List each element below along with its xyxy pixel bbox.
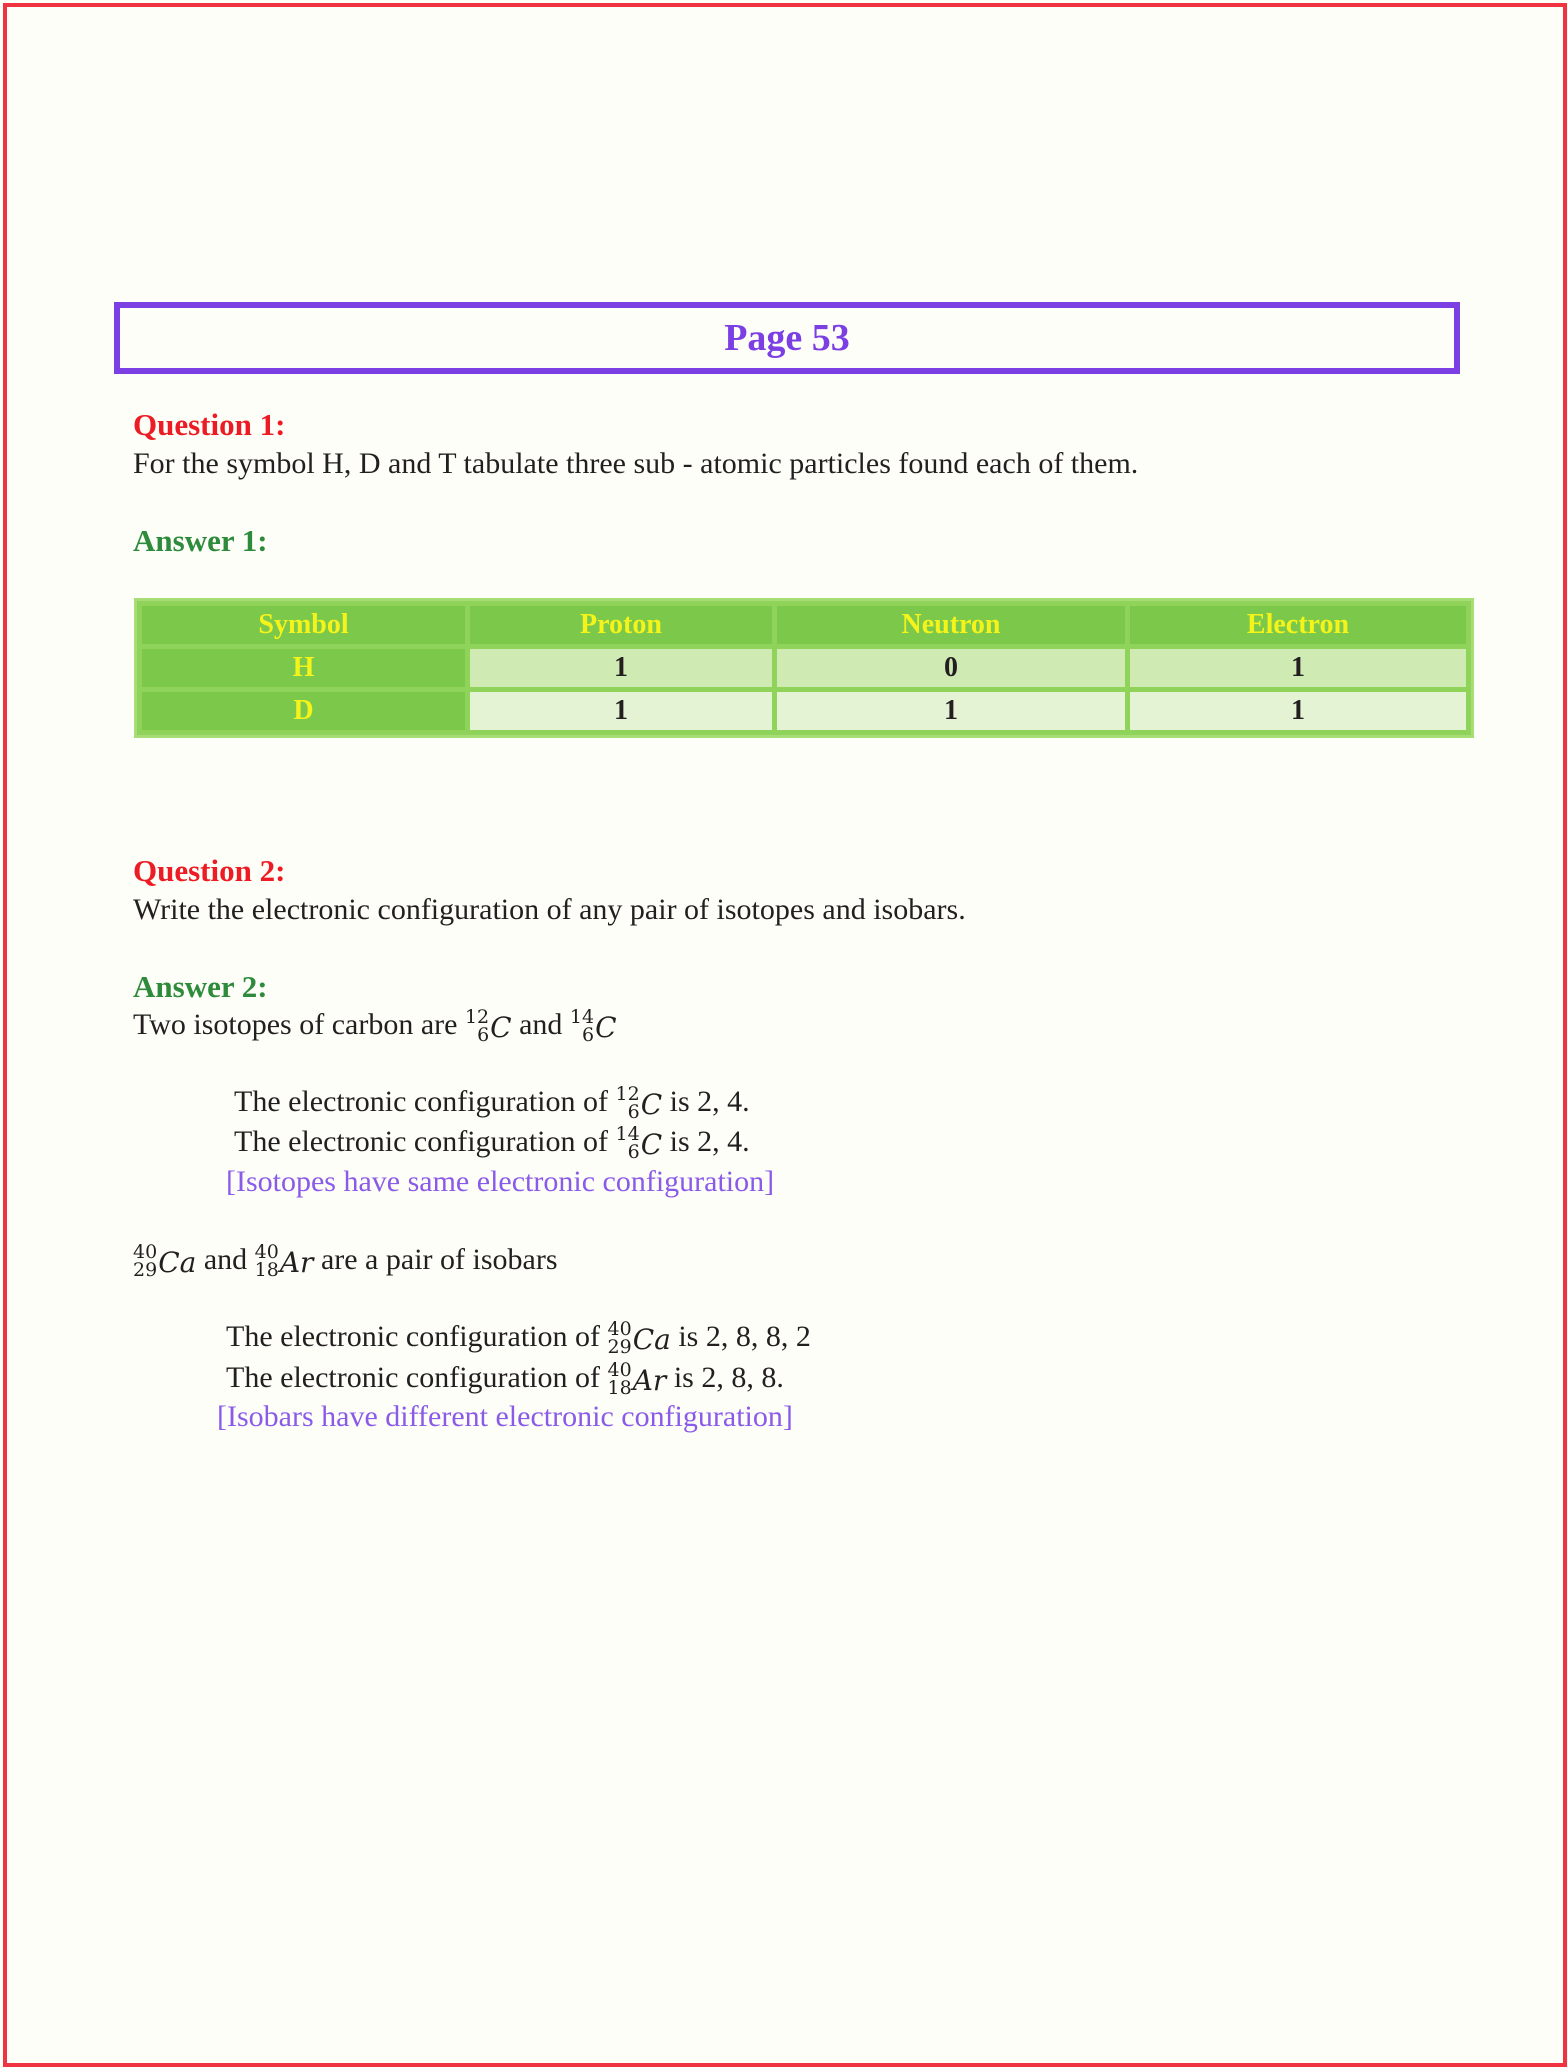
answer-2-label: Answer 2:	[133, 969, 268, 1004]
nuclide-argon-40: 40 18 Ar	[607, 1359, 667, 1400]
table-row-d-symbol: D	[142, 692, 465, 730]
nuclide-argon-40: 40 18 Ar	[254, 1241, 314, 1282]
nuclide-calcium-40: 40 29 Ca	[133, 1241, 197, 1282]
particles-table	[134, 598, 1474, 738]
isobar-note: [Isobars have different electronic configuration]	[217, 1400, 793, 1433]
table-row-h-proton: 1	[470, 649, 772, 687]
isotopes-intro-joiner: and	[519, 1008, 563, 1041]
table-header-neutron: Neutron	[777, 606, 1125, 644]
table-header-proton: Proton	[470, 606, 772, 644]
nuclide-carbon-14: 14 6 C	[615, 1123, 663, 1164]
isotopes-intro-prefix: Two isotopes of carbon are	[133, 1008, 458, 1041]
nuclide-calcium-40: 40 29 Ca	[607, 1318, 671, 1359]
isotope-config-line-2: The electronic configuration of 14 6 C is 2, 4.	[234, 1123, 750, 1164]
isotopes-intro	[133, 1008, 617, 1045]
isobars-intro: 40 29 Ca and 40 18 Ar are a pair of isobars	[133, 1241, 558, 1282]
page-title: Page 53	[724, 317, 850, 359]
table-header-symbol: Symbol	[142, 606, 465, 644]
nuclide-carbon-14: 14 6 C	[569, 1006, 617, 1047]
page-banner	[114, 302, 1460, 374]
isobar-config-line-2: The electronic configuration of 40 18 Ar is 2, 8, 8.	[226, 1359, 784, 1400]
table-header-electron: Electron	[1130, 606, 1466, 644]
isotope-config-line-1: The electronic configuration of 12 6 C is 2, 4.	[234, 1083, 750, 1124]
isotope-note: [Isotopes have same electronic configuration]	[226, 1165, 775, 1198]
nuclide-carbon-12: 12 6 C	[615, 1083, 663, 1124]
question-2-text: Write the electronic configuration of any pair of isotopes and isobars.	[133, 893, 966, 926]
table-row-h-electron: 1	[1130, 649, 1466, 687]
table-row-d-proton: 1	[470, 692, 772, 730]
table-row-d-neutron: 1	[777, 692, 1125, 730]
question-1-text: For the symbol H, D and T tabulate three sub - atomic particles found each of them.	[133, 447, 1139, 480]
table-row-d-electron: 1	[1130, 692, 1466, 730]
nuclide-carbon-12: 12 6 C	[464, 1006, 512, 1047]
answer-1-label: Answer 1:	[133, 523, 268, 558]
question-1-label: Question 1:	[133, 407, 286, 442]
isobar-config-line-1: The electronic configuration of 40 29 Ca is 2, 8, 8, 2	[226, 1318, 811, 1359]
question-2-label: Question 2:	[133, 853, 286, 888]
table-row-h-neutron: 0	[777, 649, 1125, 687]
table-row-h-symbol: H	[142, 649, 465, 687]
